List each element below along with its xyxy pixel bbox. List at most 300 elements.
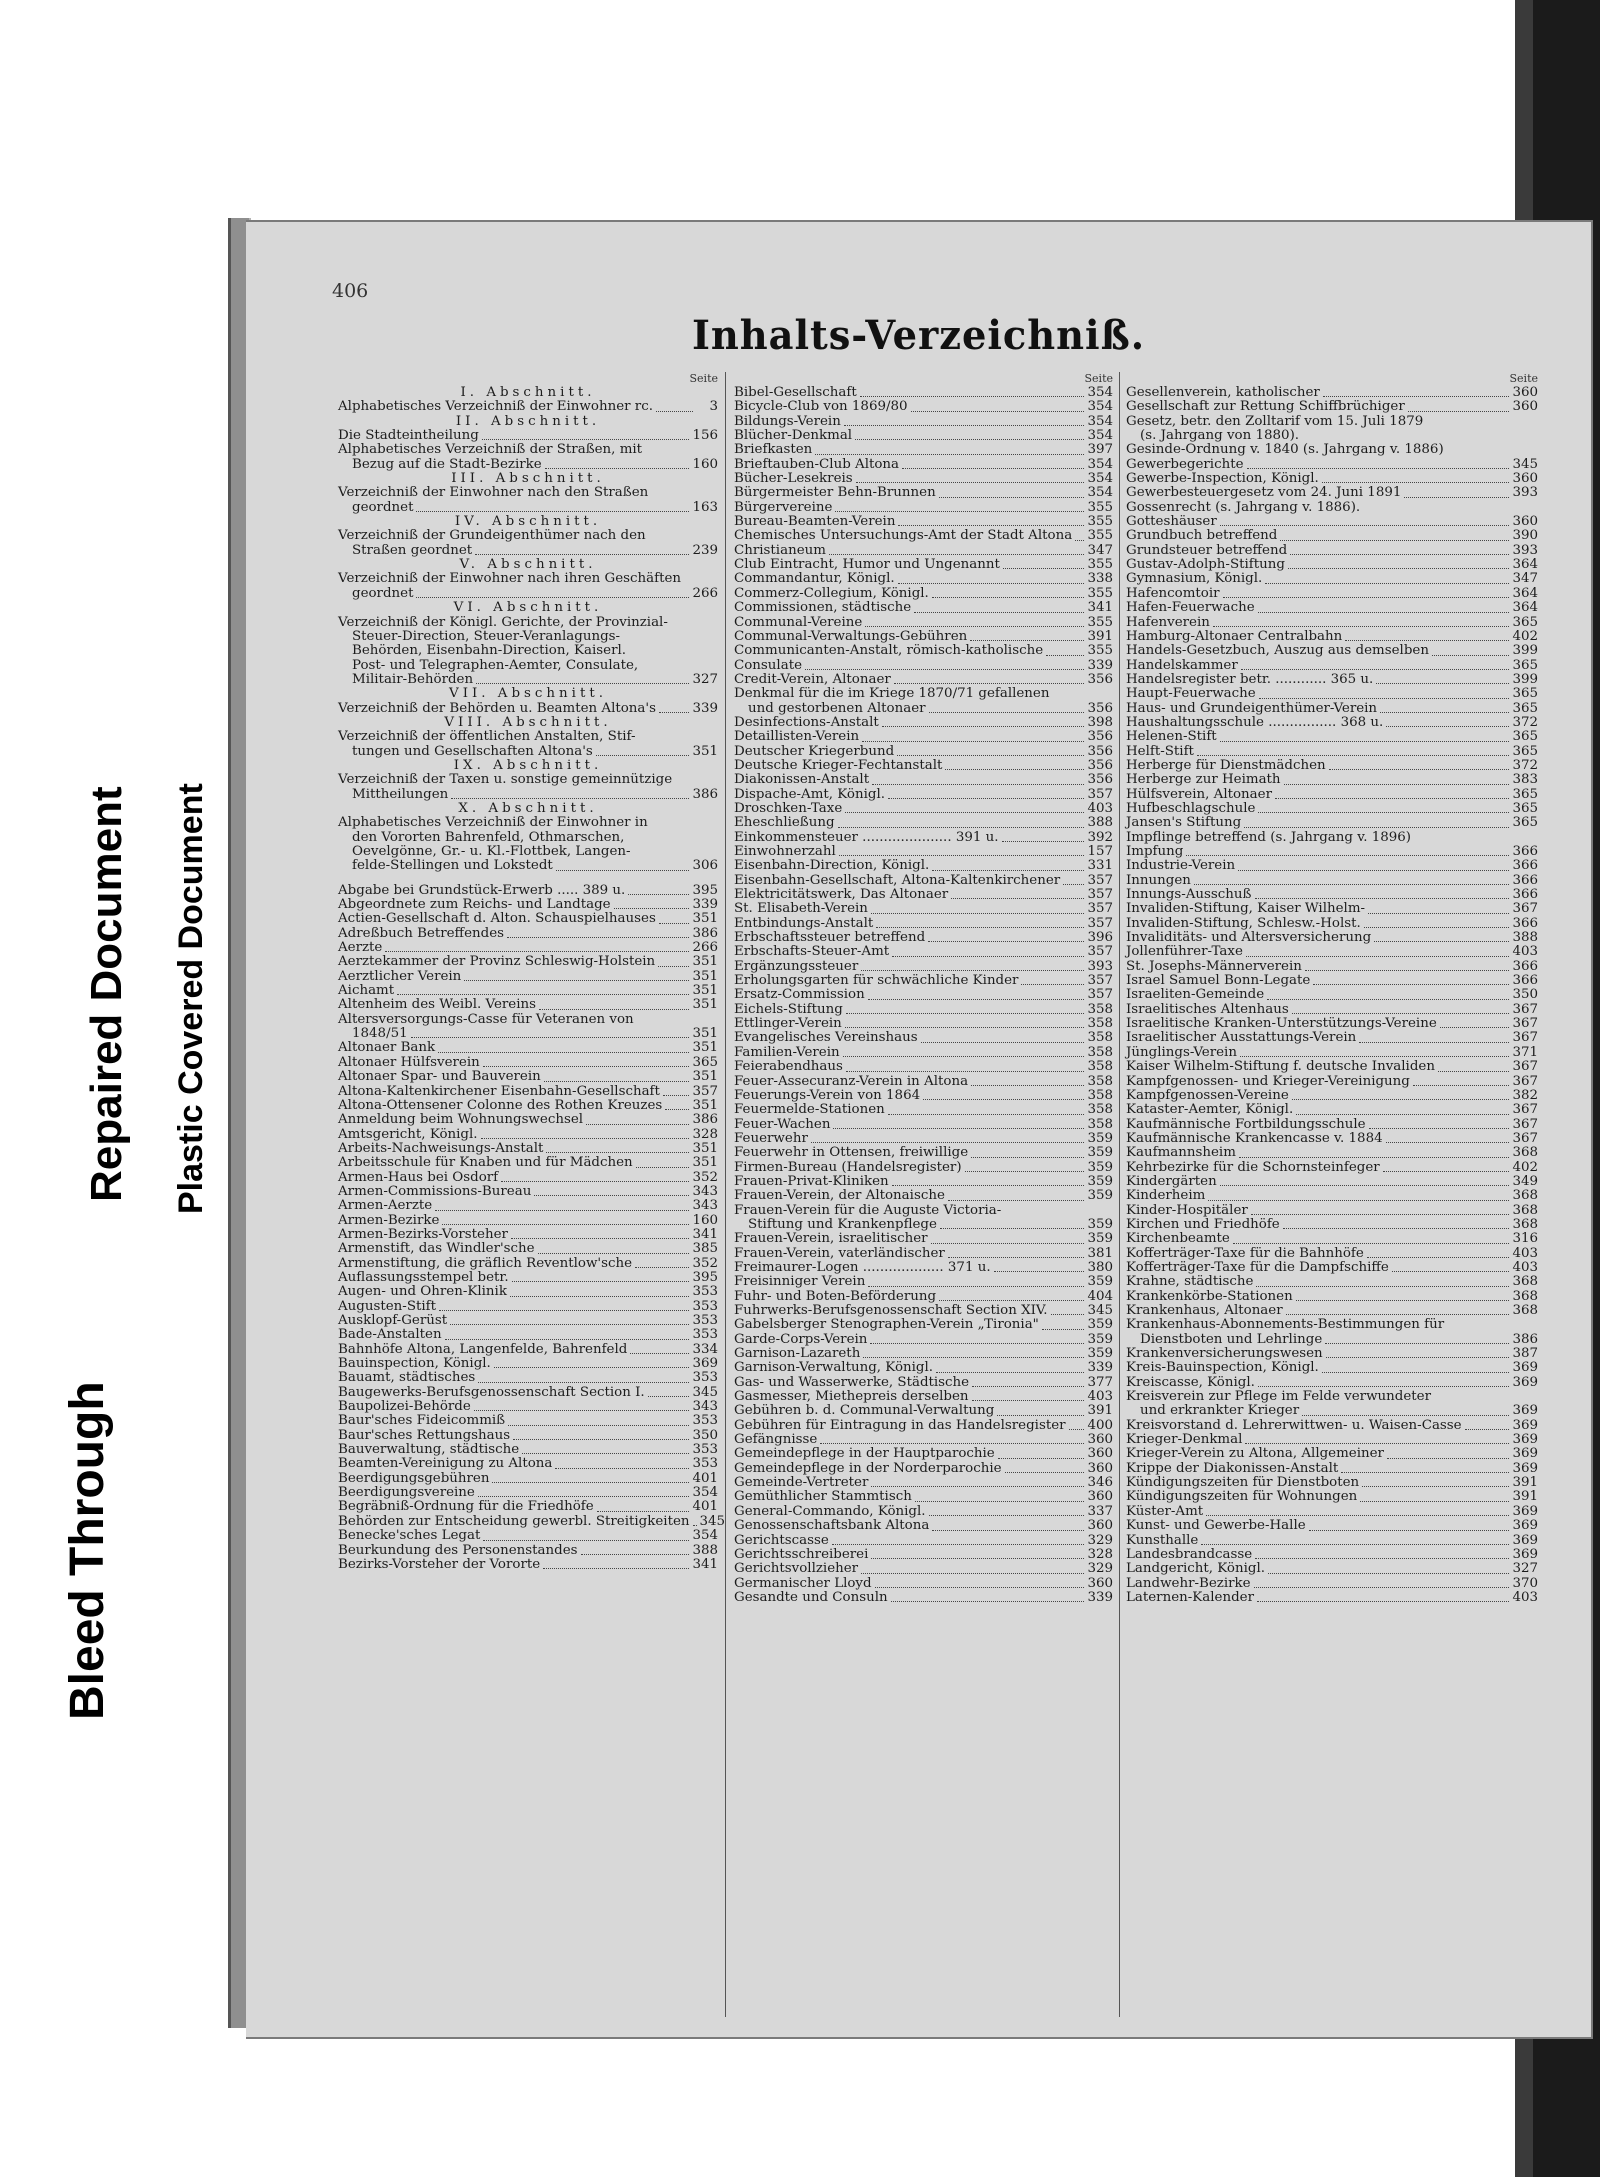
entry-title: Hafen-Feuerwache bbox=[1126, 600, 1255, 616]
index-entry-line: Verzeichniß der Grundeigenthümer nach den bbox=[338, 528, 646, 544]
entry-title: Hamburg-Altonaer Centralbahn bbox=[1126, 628, 1343, 644]
dot-leader bbox=[628, 894, 689, 895]
index-entry bbox=[1126, 1275, 1538, 1289]
entry-title: Frauen-Verein, vaterländischer bbox=[734, 1245, 945, 1261]
dot-leader bbox=[888, 1114, 1085, 1115]
dot-leader bbox=[1241, 669, 1510, 670]
entry-title: Gefängnisse bbox=[734, 1432, 818, 1448]
index-entry bbox=[338, 788, 718, 802]
index-entry-line: Steuer-Direction, Steuer-Veranlagungs- bbox=[352, 628, 621, 644]
entry-page-number: 404 bbox=[1087, 1288, 1113, 1304]
entry-title: Gesellenverein, katholischer bbox=[1126, 385, 1320, 400]
index-entry bbox=[734, 1247, 1113, 1261]
entry-page-number: 354 bbox=[1087, 413, 1113, 429]
entry-page-number: 388 bbox=[1512, 930, 1538, 946]
entry-title: Eichels-Stiftung bbox=[734, 1001, 843, 1017]
index-entry bbox=[338, 1529, 718, 1543]
entry-title: Israelitischer Ausstattungs-Verein bbox=[1126, 1030, 1357, 1046]
index-entry bbox=[734, 601, 1113, 615]
index-entry bbox=[734, 1075, 1113, 1089]
entry-title: Genossenschaftsbank Altona bbox=[734, 1518, 930, 1534]
entry-title: Deutsche Krieger-Fechtanstalt bbox=[734, 757, 943, 773]
dot-leader bbox=[1258, 612, 1510, 613]
index-entry bbox=[338, 1242, 718, 1256]
entry-page-number: 355 bbox=[1087, 643, 1113, 659]
dot-leader bbox=[815, 454, 1084, 455]
entry-title: Garde-Corps-Verein bbox=[734, 1331, 868, 1347]
entry-title: Gebühren für Eintragung in das Handelsregister bbox=[734, 1417, 1066, 1433]
dot-leader bbox=[385, 951, 689, 952]
entry-title: Beurkundung des Personenstandes bbox=[338, 1542, 578, 1558]
entry-page-number: 359 bbox=[1087, 1159, 1113, 1175]
entry-title: Haushaltungsschule ................ 368 u. bbox=[1126, 714, 1384, 730]
index-entry bbox=[734, 1089, 1113, 1103]
entry-page-number: 381 bbox=[1087, 1245, 1113, 1261]
index-entry bbox=[338, 912, 718, 926]
dot-leader bbox=[539, 1009, 689, 1010]
entry-title: geordnet bbox=[352, 499, 414, 515]
index-entry bbox=[1126, 1347, 1538, 1361]
entry-page-number: 358 bbox=[1087, 1059, 1113, 1075]
index-entry bbox=[734, 1505, 1113, 1519]
index-entry bbox=[338, 1171, 718, 1185]
entry-page-number: 347 bbox=[1087, 542, 1113, 558]
dot-leader bbox=[1051, 1314, 1085, 1315]
dot-leader bbox=[476, 683, 689, 684]
dot-leader bbox=[1042, 1329, 1085, 1330]
dot-leader bbox=[1360, 1501, 1509, 1502]
index-entry bbox=[338, 1357, 718, 1371]
index-entry bbox=[1126, 1075, 1538, 1089]
dot-leader bbox=[1197, 755, 1510, 756]
index-entry bbox=[338, 1041, 718, 1055]
entry-page-number: 369 bbox=[1512, 1532, 1538, 1548]
entry-page-number: 360 bbox=[1087, 1460, 1113, 1476]
index-entry bbox=[338, 400, 718, 414]
index-entry bbox=[1126, 845, 1538, 859]
entry-title: Firmen-Bureau (Handelsregister) bbox=[734, 1159, 962, 1175]
index-entry bbox=[1126, 1290, 1538, 1304]
dot-leader bbox=[397, 994, 689, 995]
entry-title: Gesellschaft zur Rettung Schiffbrüchiger bbox=[1126, 399, 1405, 415]
index-entry bbox=[1126, 601, 1538, 615]
entry-page-number: 351 bbox=[692, 968, 718, 984]
entry-page-number: 372 bbox=[1512, 757, 1538, 773]
dot-leader bbox=[894, 683, 1085, 684]
dot-leader bbox=[862, 741, 1084, 742]
index-entry bbox=[734, 1419, 1113, 1433]
entry-title: Ettlinger-Verein bbox=[734, 1016, 842, 1032]
dot-leader bbox=[693, 1525, 697, 1526]
dot-leader bbox=[870, 1343, 1084, 1344]
entry-page-number: 366 bbox=[1512, 858, 1538, 874]
index-entry bbox=[734, 745, 1113, 759]
entry-page-number: 368 bbox=[1512, 1303, 1538, 1318]
entry-title: Bauinspection, Königl. bbox=[338, 1356, 491, 1372]
entry-title: Aerztekammer der Provinz Schleswig-Holstein bbox=[338, 954, 656, 970]
entry-page-number: 368 bbox=[1512, 1145, 1538, 1161]
entry-page-number: 365 bbox=[1512, 815, 1538, 831]
entry-page-number: 359 bbox=[1087, 1145, 1113, 1161]
entry-page-number: 356 bbox=[1087, 772, 1113, 788]
index-entry bbox=[734, 1462, 1113, 1476]
entry-title: Bibel-Gesellschaft bbox=[734, 385, 857, 400]
dot-leader bbox=[636, 1167, 690, 1168]
index-entry bbox=[734, 802, 1113, 816]
entry-page-number: 401 bbox=[692, 1470, 718, 1486]
entry-title: Bezug auf die Stadt-Bezirke bbox=[352, 456, 542, 472]
dot-leader bbox=[513, 1439, 689, 1440]
entry-page-number: 403 bbox=[1512, 944, 1538, 960]
section-heading: IV. Abschnitt. bbox=[454, 514, 602, 530]
dot-leader bbox=[872, 784, 1084, 785]
entry-title: Garnison-Verwaltung, Königl. bbox=[734, 1360, 934, 1376]
section-heading: VII. Abschnitt. bbox=[449, 686, 607, 702]
entry-page-number: 354 bbox=[1087, 485, 1113, 501]
dot-leader bbox=[658, 966, 689, 967]
dot-leader bbox=[1268, 1573, 1509, 1574]
dot-leader bbox=[911, 411, 1085, 412]
dot-leader bbox=[1432, 655, 1509, 656]
dot-leader bbox=[1362, 1486, 1509, 1487]
dot-leader bbox=[832, 1544, 1085, 1545]
index-entry bbox=[1126, 745, 1538, 759]
dot-leader bbox=[1223, 597, 1510, 598]
index-entry bbox=[1126, 587, 1538, 601]
entry-title: Handelsregister betr. ............ 365 u. bbox=[1126, 671, 1374, 687]
dot-leader bbox=[932, 870, 1084, 871]
index-entry bbox=[1126, 816, 1538, 830]
entry-page-number: 391 bbox=[1512, 1475, 1538, 1491]
dot-leader bbox=[482, 439, 690, 440]
index-entry bbox=[734, 1132, 1113, 1146]
dot-leader bbox=[635, 1267, 689, 1268]
index-entry bbox=[1126, 730, 1538, 744]
dot-leader bbox=[1292, 1013, 1510, 1014]
index-entry bbox=[1126, 1462, 1538, 1476]
entry-page-number: 390 bbox=[1512, 528, 1538, 544]
index-entry bbox=[1126, 486, 1538, 500]
entry-page-number: 395 bbox=[692, 1269, 718, 1285]
entry-title: Bade-Anstalten bbox=[338, 1327, 442, 1343]
entry-page-number: 3 bbox=[709, 399, 718, 415]
dot-leader bbox=[829, 554, 1084, 555]
index-entry bbox=[338, 1185, 718, 1199]
dot-leader bbox=[1283, 1228, 1510, 1229]
index-entry bbox=[734, 759, 1113, 773]
index-entry bbox=[734, 931, 1113, 945]
entry-page-number: 382 bbox=[1512, 1087, 1538, 1103]
dot-leader bbox=[1251, 1214, 1510, 1215]
entry-title: Israeliten-Gemeinde bbox=[1126, 987, 1265, 1003]
index-entry bbox=[734, 1304, 1113, 1318]
entry-page-number: 345 bbox=[1512, 456, 1538, 472]
entry-page-number: 345 bbox=[1087, 1303, 1113, 1318]
entry-title: Hufbeschlagschule bbox=[1126, 800, 1256, 816]
index-entry bbox=[734, 716, 1113, 730]
dot-leader bbox=[450, 1324, 689, 1325]
dot-leader bbox=[856, 482, 1085, 483]
page-column-header: Seite bbox=[1509, 372, 1538, 385]
entry-title: Club Eintracht, Humor und Ungenannt bbox=[734, 557, 1000, 573]
entry-page-number: 403 bbox=[1512, 1259, 1538, 1275]
entry-page-number: 367 bbox=[1512, 1102, 1538, 1118]
index-entry bbox=[1126, 1161, 1538, 1175]
dot-leader bbox=[411, 1037, 690, 1038]
dot-leader bbox=[483, 1066, 690, 1067]
dot-leader bbox=[1325, 1343, 1509, 1344]
entry-title: Krippe der Diakonissen-Anstalt bbox=[1126, 1460, 1339, 1476]
entry-title: Erbschafts-Steuer-Amt bbox=[734, 944, 890, 960]
index-entry bbox=[734, 1261, 1113, 1275]
section-heading: I. Abschnitt. bbox=[460, 385, 596, 400]
entry-page-number: 345 bbox=[699, 1513, 726, 1529]
entry-title: Ausklopf-Gerüst bbox=[338, 1313, 448, 1328]
dot-leader bbox=[863, 1357, 1084, 1358]
index-entry bbox=[338, 1472, 718, 1486]
entry-page-number: 364 bbox=[1512, 585, 1538, 601]
dot-leader bbox=[1255, 1558, 1509, 1559]
dot-leader bbox=[846, 1013, 1085, 1014]
entry-title: Krahne, städtische bbox=[1126, 1274, 1254, 1290]
entry-page-number: 360 bbox=[1087, 1518, 1113, 1534]
index-entry bbox=[338, 1199, 718, 1213]
index-entry bbox=[338, 941, 718, 955]
entry-page-number: 393 bbox=[1512, 542, 1538, 558]
index-entry bbox=[734, 816, 1113, 830]
dot-leader bbox=[861, 1573, 1084, 1574]
entry-title: Baur'sches Rettungshaus bbox=[338, 1427, 511, 1443]
dot-leader bbox=[1286, 1314, 1510, 1315]
entry-title: Altona-Ottensener Colonne des Rothen Kreuzes bbox=[338, 1097, 663, 1113]
entry-title: Armenstiftung, die gräflich Reventlow'sche bbox=[338, 1255, 633, 1271]
entry-page-number: 386 bbox=[692, 786, 718, 802]
entry-page-number: 365 bbox=[1512, 786, 1538, 802]
entry-page-number: 383 bbox=[1512, 772, 1538, 788]
index-entry bbox=[1126, 1060, 1538, 1074]
index-entry bbox=[1126, 859, 1538, 873]
index-entry-line: Verzeichniß der Taxen u. sonstige gemeinnützige bbox=[338, 772, 673, 788]
entry-page-number: 355 bbox=[1087, 585, 1113, 601]
dot-leader bbox=[971, 1085, 1084, 1086]
entry-page-number: 351 bbox=[692, 983, 718, 999]
index-entry-line: Altersversorgungs-Casse für Veteranen von bbox=[338, 1011, 634, 1027]
entry-title: Altenheim des Weibl. Vereins bbox=[338, 997, 537, 1013]
entry-page-number: 369 bbox=[1512, 1503, 1538, 1519]
entry-page-number: 316 bbox=[1512, 1231, 1538, 1247]
dot-leader bbox=[522, 1453, 689, 1454]
entry-title: Innungen bbox=[1126, 872, 1191, 888]
entry-page-number: 360 bbox=[1512, 399, 1538, 415]
entry-page-number: 355 bbox=[1087, 514, 1113, 530]
index-entry bbox=[1126, 544, 1538, 558]
dot-leader bbox=[1259, 698, 1510, 699]
entry-title: und erkrankter Krieger bbox=[1140, 1403, 1300, 1419]
entry-page-number: 360 bbox=[1087, 1432, 1113, 1448]
entry-title: Altonaer Bank bbox=[338, 1040, 436, 1056]
dot-leader bbox=[855, 439, 1084, 440]
dot-leader bbox=[965, 1171, 1085, 1172]
dot-leader bbox=[492, 1482, 689, 1483]
index-entry bbox=[734, 1333, 1113, 1347]
index-entry bbox=[1126, 630, 1538, 644]
dot-leader bbox=[875, 1587, 1085, 1588]
dot-leader bbox=[972, 1400, 1085, 1401]
index-entry-line: Alphabetisches Verzeichniß der Einwohner in bbox=[338, 815, 648, 831]
dot-leader bbox=[586, 1124, 689, 1125]
index-entry bbox=[734, 1146, 1113, 1160]
dot-leader bbox=[868, 999, 1085, 1000]
index-entry bbox=[338, 501, 718, 515]
dot-leader bbox=[1002, 841, 1085, 842]
dot-leader bbox=[656, 411, 693, 412]
entry-title: Eisenbahn-Gesellschaft, Altona-Kaltenkirchener bbox=[734, 872, 1061, 888]
entry-page-number: 386 bbox=[692, 925, 718, 941]
index-entry bbox=[734, 630, 1113, 644]
dot-leader bbox=[581, 1554, 690, 1555]
entry-page-number: 351 bbox=[692, 1155, 718, 1171]
index-entry bbox=[1126, 386, 1538, 400]
dot-leader bbox=[511, 1238, 690, 1239]
index-entry-line: Verzeichniß der öffentlichen Anstalten, Stif- bbox=[338, 729, 636, 745]
index-entry bbox=[1126, 888, 1538, 902]
entry-page-number: 385 bbox=[692, 1241, 718, 1257]
entry-title: Feuerungs-Verein von 1864 bbox=[734, 1087, 921, 1103]
entry-page-number: 239 bbox=[692, 542, 718, 558]
dot-leader bbox=[948, 1257, 1085, 1258]
entry-page-number: 351 bbox=[692, 1040, 718, 1056]
index-entry bbox=[734, 1189, 1113, 1203]
entry-title: Commerz-Collegium, Königl. bbox=[734, 585, 929, 601]
entry-title: Dispache-Amt, Königl. bbox=[734, 786, 886, 802]
dot-leader bbox=[510, 1296, 689, 1297]
entry-title: Eisenbahn-Direction, Königl. bbox=[734, 858, 930, 874]
entry-page-number: 359 bbox=[1087, 1274, 1113, 1290]
entry-page-number: 327 bbox=[692, 671, 718, 687]
index-entry bbox=[338, 984, 718, 998]
entry-page-number: 360 bbox=[1087, 1446, 1113, 1462]
index-entry bbox=[338, 1400, 718, 1414]
entry-page-number: 360 bbox=[1087, 1575, 1113, 1591]
entry-title: Bürgermeister Behn-Brunnen bbox=[734, 485, 936, 501]
index-entry bbox=[734, 874, 1113, 888]
entry-page-number: 402 bbox=[1512, 1159, 1538, 1175]
entry-title: Communal-Verwaltungs-Gebühren bbox=[734, 628, 968, 644]
index-entry bbox=[1126, 1376, 1538, 1390]
dot-leader bbox=[945, 769, 1084, 770]
entry-page-number: 355 bbox=[1087, 499, 1113, 515]
entry-page-number: 380 bbox=[1087, 1259, 1113, 1275]
entry-title: Laternen-Kalender bbox=[1126, 1589, 1254, 1605]
entry-title: Arbeits-Nachweisungs-Anstalt bbox=[338, 1140, 544, 1156]
entry-title: Garnison-Lazareth bbox=[734, 1346, 861, 1362]
dot-leader bbox=[820, 1443, 1084, 1444]
entry-title: und gestorbenen Altonaer bbox=[748, 700, 926, 716]
index-entry-line: Kreisverein zur Pflege im Felde verwundeter bbox=[1126, 1389, 1431, 1405]
entry-title: Bücher-Lesekreis bbox=[734, 471, 853, 487]
dot-leader bbox=[1265, 583, 1509, 584]
index-entry bbox=[338, 1414, 718, 1428]
entry-page-number: 365 bbox=[1512, 686, 1538, 702]
entry-page-number: 387 bbox=[1512, 1346, 1538, 1362]
entry-page-number: 371 bbox=[1512, 1044, 1538, 1060]
entry-title: Consulate bbox=[734, 657, 802, 673]
entry-page-number: 358 bbox=[1087, 1102, 1113, 1118]
entry-page-number: 369 bbox=[1512, 1374, 1538, 1390]
entry-title: Helft-Stift bbox=[1126, 743, 1194, 759]
entry-title: Feuer-Assecuranz-Verein in Altona bbox=[734, 1073, 969, 1089]
dot-leader bbox=[508, 1425, 689, 1426]
entry-title: Impfung bbox=[1126, 844, 1184, 859]
entry-page-number: 353 bbox=[692, 1442, 718, 1458]
index-entry bbox=[734, 644, 1113, 658]
entry-title: Commissionen, städtische bbox=[734, 600, 912, 616]
entry-page-number: 157 bbox=[1087, 844, 1113, 859]
dot-leader bbox=[931, 1243, 1085, 1244]
index-entry bbox=[734, 544, 1113, 558]
index-entry bbox=[1126, 1519, 1538, 1533]
dot-leader bbox=[1369, 1128, 1510, 1129]
section-heading: V. Abschnitt. bbox=[459, 557, 597, 573]
index-entry bbox=[1126, 1132, 1538, 1146]
entry-page-number: 400 bbox=[1087, 1417, 1113, 1433]
index-entry bbox=[1126, 673, 1538, 687]
index-entry bbox=[734, 1562, 1113, 1576]
index-entry bbox=[1126, 1534, 1538, 1548]
entry-page-number: 355 bbox=[1087, 557, 1113, 573]
entry-title: Commandantur, Königl. bbox=[734, 571, 895, 587]
index-entry bbox=[338, 1486, 718, 1500]
index-entry bbox=[338, 1156, 718, 1170]
entry-title: Einkommensteuer ..................... 391 u. bbox=[734, 829, 999, 845]
index-entry bbox=[734, 400, 1113, 414]
entry-title: Fuhr- und Boten-Beförderung bbox=[734, 1288, 937, 1304]
entry-title: Credit-Verein, Altonaer bbox=[734, 671, 891, 687]
dot-leader bbox=[1220, 741, 1510, 742]
entry-title: Armen-Aerzte bbox=[338, 1198, 433, 1214]
index-entry bbox=[338, 544, 718, 558]
dot-leader bbox=[1021, 984, 1084, 985]
index-entry bbox=[1126, 1003, 1538, 1017]
dot-leader bbox=[1220, 1185, 1510, 1186]
entry-title: Bicycle-Club von 1869/80 bbox=[734, 399, 908, 415]
dot-leader bbox=[929, 712, 1085, 713]
dot-leader bbox=[888, 798, 1084, 799]
index-entry-line: Frauen-Verein für die Auguste Victoria- bbox=[734, 1202, 1002, 1218]
section-heading: IX. Abschnitt. bbox=[453, 757, 603, 773]
index-entry bbox=[734, 1118, 1113, 1132]
entry-page-number: 356 bbox=[1087, 700, 1113, 716]
dot-leader bbox=[439, 1310, 689, 1311]
entry-page-number: 357 bbox=[1087, 987, 1113, 1003]
entry-page-number: 403 bbox=[1087, 800, 1113, 816]
entry-page-number: 366 bbox=[1512, 872, 1538, 888]
entry-page-number: 365 bbox=[1512, 700, 1538, 716]
entry-page-number: 399 bbox=[1512, 671, 1538, 687]
entry-page-number: 357 bbox=[1087, 915, 1113, 931]
entry-title: Armen-Bezirks-Vorsteher bbox=[338, 1226, 508, 1242]
entry-title: Anmeldung beim Wohnungswechsel bbox=[338, 1112, 584, 1128]
entry-title: Kunsthalle bbox=[1126, 1532, 1199, 1548]
index-entry bbox=[734, 572, 1113, 586]
index-entry bbox=[1126, 659, 1538, 673]
entry-page-number: 369 bbox=[1512, 1403, 1538, 1419]
dot-leader bbox=[811, 1142, 1085, 1143]
dot-leader bbox=[451, 798, 689, 799]
entry-title: Abgeordnete zum Reichs- und Landtage bbox=[338, 897, 611, 913]
dot-leader bbox=[838, 827, 1085, 828]
entry-page-number: 365 bbox=[1512, 729, 1538, 745]
